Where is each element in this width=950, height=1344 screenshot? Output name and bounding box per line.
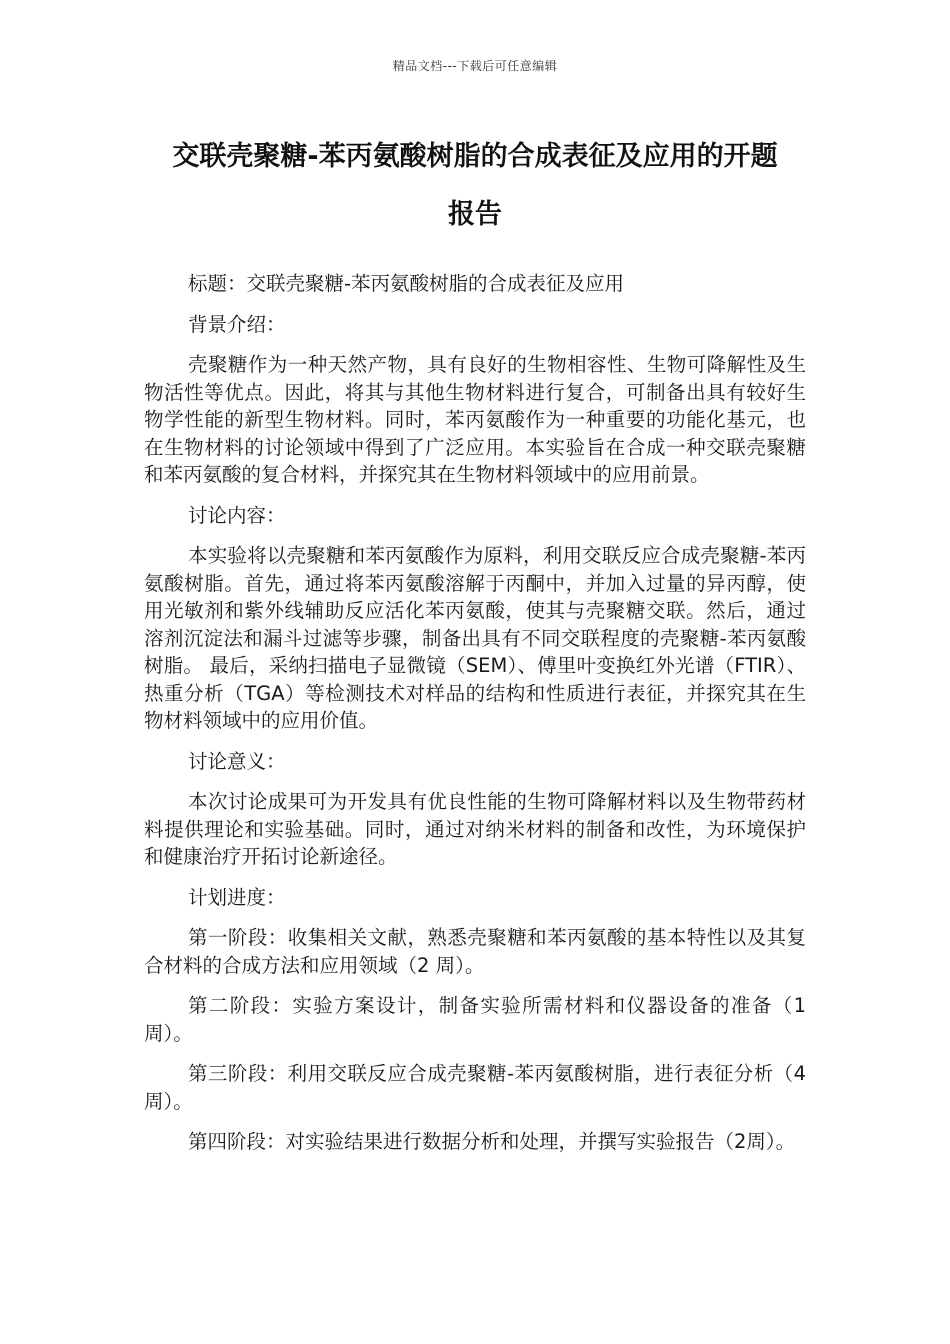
stage-item: 第三阶段：利用交联反应合成壳聚糖-苯丙氨酸树脂，进行表征分析（4 周）。 [144,1062,806,1113]
document-title [140,128,810,244]
stage-item: 第四阶段：对实验结果进行数据分析和处理，并撰写实验报告（2周）。 [188,1130,796,1153]
header-note: 精品文档---下载后可任意编辑 [392,59,558,73]
stage-item: 第一阶段：收集相关文献，熟悉壳聚糖和苯丙氨酸的基本特性以及其复合材料的合成方法和应用领域（2 周）。 [144,926,806,977]
title-line-1: 交联壳聚糖-苯丙氨酸树脂的合成表征及应用的开题 [172,141,778,172]
stage-item: 第二阶段：实验方案设计，制备实验所需材料和仪器设备的准备（1周）。 [144,994,806,1045]
document-body [144,270,806,1169]
title-line-2: 报告 [448,199,502,230]
content-label: 讨论内容： [188,503,286,527]
plan-label: 计划进度： [188,885,286,909]
subject-line: 标题：交联壳聚糖-苯丙氨酸树脂的合成表征及应用 [188,272,625,295]
significance-paragraph: 本次讨论成果可为开发具有优良性能的生物可降解材料以及生物带药材料提供理论和实验基础。同时，通过对纳米材料的制备和改性，为环境保护和健康治疗开拓讨论新途径。 [144,790,806,868]
content-paragraph: 本实验将以壳聚糖和苯丙氨酸作为原料，利用交联反应合成壳聚糖-苯丙氨酸树脂。首先，通过将苯丙氨酸溶解于丙酮中，并加入过量的异丙醇，使用光敏剂和紫外线辅助反应活化苯丙氨酸，使其与壳聚糖交联。然后，通过溶剂沉淀法和漏斗过滤等步骤，制备出具有不同交联程度的壳聚糖-苯丙氨酸树脂。 最后，采纳扫描电子显微镜（SEM）、傅里叶变换红外光谱（FTIR）、热重分析（TGA）等检测技术对样品的结构和性质进行表征，并探究其在生物材料领域中的应用价值。 [144,544,806,732]
background-label: 背景介绍： [188,312,286,336]
background-paragraph: 壳聚糖作为一种天然产物，具有良好的生物相容性、生物可降解性及生物活性等优点。因此，将其与其他生物材料进行复合，可制备出具有较好生物学性能的新型生物材料。同时，苯丙氨酸作为一种重要的功能化基元，也在生物材料的讨论领域中得到了广泛应用。本实验旨在合成一种交联壳聚糖和苯丙氨酸的复合材料，并探究其在生物材料领域中的应用前景。 [144,353,806,486]
significance-label: 讨论意义： [188,749,286,773]
